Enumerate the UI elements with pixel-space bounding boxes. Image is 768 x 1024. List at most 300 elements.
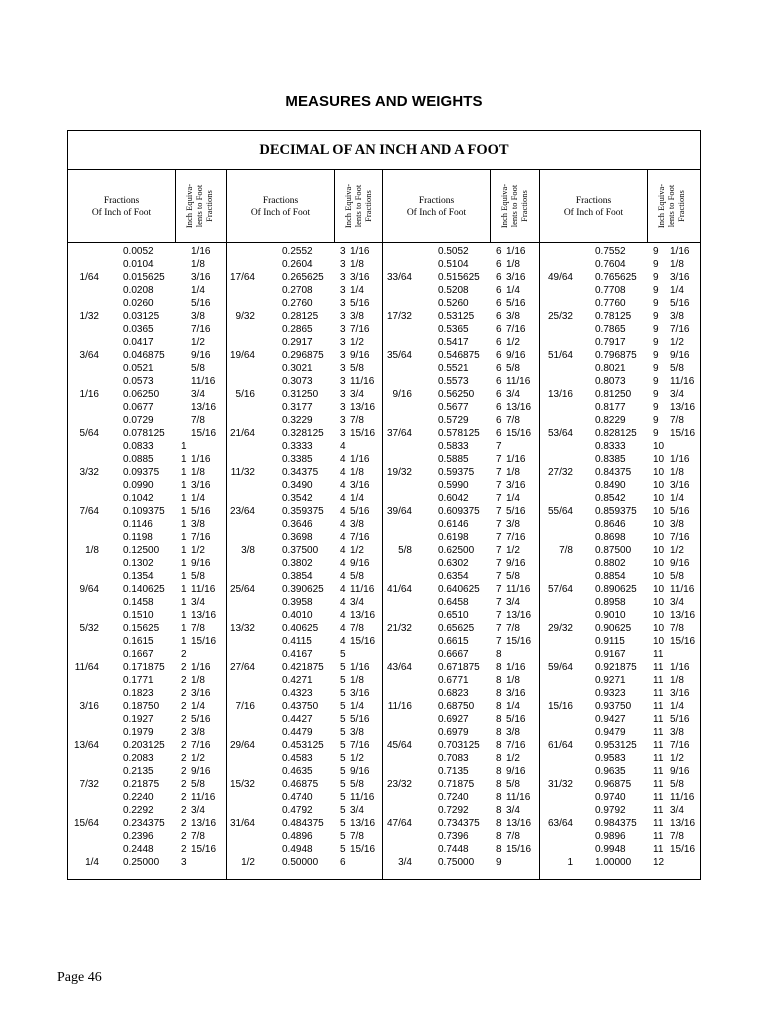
feet-value: 2 (181, 831, 187, 842)
decimal-cell: 0.953125 (595, 740, 637, 751)
feet-value: 6 (496, 311, 502, 322)
table-row (227, 778, 382, 817)
feet-value: 5 (340, 766, 346, 777)
inch-value: 7/16 (191, 532, 211, 543)
inch-value: 9/16 (350, 558, 370, 569)
fraction-cell: 49/64 (547, 272, 573, 283)
equivalent-cell (181, 284, 205, 297)
inch-value: 5/8 (506, 571, 520, 582)
decimal-cell: 0.9427 (595, 714, 626, 725)
feet-value: 2 (181, 701, 187, 712)
equivalent-cell (653, 284, 684, 297)
inch-value: 3/16 (191, 688, 211, 699)
table-line (227, 479, 382, 492)
equivalent-cell (496, 336, 520, 349)
table-line (227, 765, 382, 778)
inch-value: 7/16 (191, 740, 211, 751)
table-row (540, 583, 700, 622)
equivalent-cell (340, 284, 364, 297)
table-row (68, 700, 226, 739)
equivalent-cell (496, 388, 520, 401)
table-line (540, 739, 700, 752)
table-line (68, 297, 226, 310)
inch-value: 1/8 (670, 467, 684, 478)
rows (227, 245, 382, 869)
inch-value: 11/16 (670, 584, 695, 595)
fraction-cell: 45/64 (386, 740, 412, 751)
feet-value: 6 (496, 259, 502, 270)
fraction-cell: 27/64 (229, 662, 255, 673)
inch-value: 1/4 (670, 701, 684, 712)
decimal-cell: 0.1927 (123, 714, 154, 725)
table-line (540, 583, 700, 596)
equivalent-cell (340, 258, 364, 271)
equivalent-cell (496, 557, 525, 570)
fractions-header: Fractions Of Inch of Foot (563, 195, 624, 218)
equivalent-cell (181, 245, 210, 258)
feet-value: 2 (181, 649, 187, 660)
decimal-cell: 0.31250 (282, 389, 319, 400)
feet-value: 11 (653, 701, 664, 712)
equivalent-cell (496, 778, 520, 791)
equivalents-header: Inch Equiva- lents to Foot Fractions (499, 183, 530, 229)
decimal-cell: 0.546875 (438, 350, 480, 361)
inch-value: 1/16 (506, 662, 526, 673)
table-line (227, 700, 382, 713)
table-line (383, 505, 539, 518)
decimal-cell: 0.4896 (282, 831, 313, 842)
inch-value: 1/2 (191, 337, 205, 348)
column-group-4 (540, 170, 700, 879)
table-row (383, 739, 539, 778)
fraction-cell: 63/64 (547, 818, 573, 829)
decimal-cell: 0.3385 (282, 454, 313, 465)
table-line (540, 349, 700, 362)
table-row (540, 271, 700, 310)
equivalent-cell (496, 401, 531, 414)
equivalent-cell (340, 687, 369, 700)
decimal-cell: 0.5990 (438, 480, 469, 491)
table-row (227, 817, 382, 856)
inch-value: 11/16 (506, 792, 531, 803)
decimal-cell: 0.8385 (595, 454, 626, 465)
table-line (383, 661, 539, 674)
table-line (68, 674, 226, 687)
table-line (540, 310, 700, 323)
equivalent-cell (496, 505, 525, 518)
decimal-cell: 0.6458 (438, 597, 469, 608)
table-line (227, 622, 382, 635)
fraction-cell: 23/32 (386, 779, 412, 790)
equivalent-cell (653, 817, 695, 830)
equivalent-cell (340, 609, 375, 622)
table-line (227, 635, 382, 648)
inch-value: 11/16 (350, 584, 375, 595)
equivalent-cell (496, 375, 530, 388)
feet-value: 10 (653, 519, 665, 530)
inch-value: 13/16 (191, 818, 217, 829)
decimal-cell: 0.0052 (123, 246, 154, 257)
table-row (540, 778, 700, 817)
inch-value: 13/16 (506, 610, 532, 621)
table-line (383, 700, 539, 713)
feet-value: 5 (340, 688, 346, 699)
decimal-cell: 0.5521 (438, 363, 469, 374)
inch-value: 1/4 (191, 701, 205, 712)
decimal-cell: 0.046875 (123, 350, 165, 361)
decimal-cell: 0.1979 (123, 727, 154, 738)
inch-value: 7/16 (350, 740, 370, 751)
decimal-cell: 0.4583 (282, 753, 313, 764)
table-line (383, 843, 539, 856)
equivalent-cell (496, 518, 520, 531)
equivalent-cell (340, 765, 369, 778)
fractions-header: Fractions Of Inch of Foot (250, 195, 311, 218)
inch-value: 15/16 (191, 636, 217, 647)
fraction-cell: 47/64 (386, 818, 412, 829)
decimal-cell: 0.68750 (438, 701, 475, 712)
table-line (68, 661, 226, 674)
inch-value: 1/2 (506, 545, 520, 556)
equivalent-cell (340, 453, 369, 466)
equivalent-cell (340, 466, 364, 479)
table-line (227, 570, 382, 583)
equivalent-cell (340, 297, 369, 310)
feet-value: 8 (496, 714, 502, 725)
feet-value: 6 (496, 428, 502, 439)
inch-value: 15/16 (191, 844, 217, 855)
table-line (227, 427, 382, 440)
table-line (540, 687, 700, 700)
inch-value: 1/8 (506, 675, 520, 686)
feet-value: 6 (496, 298, 502, 309)
feet-value: 1 (181, 610, 187, 621)
table-row (383, 349, 539, 388)
inch-value: 1/8 (350, 259, 364, 270)
table-row (227, 505, 382, 544)
decimal-cell: 0.2708 (282, 285, 313, 296)
fraction-cell: 7/16 (235, 701, 255, 712)
inch-value: 1/16 (191, 454, 211, 465)
fraction-cell: 39/64 (386, 506, 412, 517)
table-line (383, 362, 539, 375)
inch-value: 9/16 (670, 350, 690, 361)
feet-value: 1 (181, 480, 187, 491)
feet-value: 4 (340, 480, 346, 491)
table-line (540, 518, 700, 531)
fraction-cell: 7/8 (559, 545, 573, 556)
equivalent-cell (496, 674, 520, 687)
fraction-cell: 11/64 (74, 662, 99, 673)
equivalent-cell (340, 349, 369, 362)
equivalent-cell (340, 752, 364, 765)
feet-value: 2 (181, 766, 187, 777)
table-line (68, 440, 226, 453)
equivalent-cell (181, 648, 191, 661)
inch-value: 7/16 (350, 532, 370, 543)
decimal-cell: 0.3802 (282, 558, 313, 569)
inch-value: 15/16 (350, 844, 376, 855)
table-title: DECIMAL OF AN INCH AND A FOOT (68, 131, 700, 170)
table-line (383, 427, 539, 440)
inch-value: 1/4 (670, 285, 684, 296)
equivalent-cell (340, 388, 364, 401)
inch-value: 5/8 (191, 363, 205, 374)
inch-value: 3/8 (670, 519, 684, 530)
feet-value: 4 (340, 441, 346, 452)
equivalent-cell (181, 453, 210, 466)
table-line (68, 700, 226, 713)
decimal-cell: 0.1615 (123, 636, 154, 647)
table-line (68, 388, 226, 401)
inch-value: 3/16 (506, 480, 526, 491)
inch-value: 11/16 (350, 792, 375, 803)
feet-value: 1 (181, 571, 187, 582)
table-line (383, 297, 539, 310)
decimal-cell: 0.6615 (438, 636, 469, 647)
table-line (68, 466, 226, 479)
feet-value: 10 (653, 467, 665, 478)
equivalent-cell (653, 362, 684, 375)
equivalent-cell (181, 804, 205, 817)
equivalent-cell (181, 622, 205, 635)
table-line (227, 414, 382, 427)
equivalent-cell (340, 713, 369, 726)
equivalent-cell (653, 297, 689, 310)
table-line (540, 843, 700, 856)
table-line (227, 297, 382, 310)
table-line (383, 375, 539, 388)
inch-value: 9/16 (191, 558, 211, 569)
table-line (68, 622, 226, 635)
table-line (383, 479, 539, 492)
feet-value: 10 (653, 584, 665, 595)
decimal-cell: 0.8802 (595, 558, 626, 569)
decimal-cell: 0.8698 (595, 532, 626, 543)
equivalent-cell (496, 583, 530, 596)
feet-value: 7 (496, 636, 502, 647)
fraction-cell: 37/64 (386, 428, 412, 439)
fraction-cell: 9/16 (392, 389, 412, 400)
table-row (383, 505, 539, 544)
inch-value: 5/16 (506, 714, 526, 725)
equivalent-cell (496, 479, 525, 492)
inch-value: 1/4 (506, 285, 520, 296)
inch-value: 1/2 (350, 753, 364, 764)
equivalent-cell (653, 596, 684, 609)
equivalent-cell (496, 362, 520, 375)
equivalent-cell (653, 310, 684, 323)
feet-value: 5 (340, 675, 346, 686)
fraction-cell: 19/64 (229, 350, 255, 361)
feet-value: 6 (496, 324, 502, 335)
feet-value: 6 (496, 285, 502, 296)
inch-value: 3/8 (506, 311, 520, 322)
table-row (383, 661, 539, 700)
equivalent-cell (496, 440, 506, 453)
feet-value: 5 (340, 662, 346, 673)
equivalent-cell (340, 856, 350, 869)
feet-value: 10 (653, 441, 665, 452)
table-line (68, 531, 226, 544)
decimal-cell: 0.8073 (595, 376, 626, 387)
inch-value: 13/16 (506, 402, 532, 413)
inch-value: 1/16 (191, 662, 211, 673)
decimal-cell: 0.2292 (123, 805, 154, 816)
decimal-cell: 0.4010 (282, 610, 313, 621)
table-line (540, 661, 700, 674)
inch-value: 1/2 (506, 753, 520, 764)
feet-value: 8 (496, 805, 502, 816)
decimal-cell: 0.18750 (123, 701, 160, 712)
table-line (68, 349, 226, 362)
decimal-cell: 0.9896 (595, 831, 626, 842)
inch-value: 1/2 (191, 753, 205, 764)
table-line (68, 739, 226, 752)
decimal-cell: 0.12500 (123, 545, 160, 556)
table-line (227, 518, 382, 531)
inch-value: 7/16 (191, 324, 211, 335)
decimal-cell: 0.6146 (438, 519, 469, 530)
decimal-cell: 0.0365 (123, 324, 154, 335)
feet-value: 9 (653, 311, 659, 322)
feet-value: 5 (340, 701, 346, 712)
table-line (68, 245, 226, 258)
feet-value: 2 (181, 662, 187, 673)
inch-value: 15/16 (670, 428, 696, 439)
decimal-cell: 0.6302 (438, 558, 469, 569)
table-line (68, 362, 226, 375)
feet-value: 3 (340, 428, 346, 439)
fraction-cell: 3/8 (241, 545, 255, 556)
inch-value: 7/16 (506, 324, 526, 335)
table-line (383, 674, 539, 687)
inch-value: 1/16 (670, 246, 690, 257)
decimal-cell: 0.7083 (438, 753, 469, 764)
table-line (68, 492, 226, 505)
feet-value: 8 (496, 766, 502, 777)
inch-value: 1/16 (506, 246, 526, 257)
feet-value: 5 (340, 792, 346, 803)
equivalent-cell (653, 583, 694, 596)
table-row (68, 388, 226, 427)
inch-value: 3/16 (350, 480, 370, 491)
inch-value: 3/4 (506, 805, 520, 816)
feet-value: 8 (496, 662, 502, 673)
decimal-cell: 0.1302 (123, 558, 154, 569)
feet-value: 1 (181, 558, 187, 569)
feet-value: 3 (340, 415, 346, 426)
equivalent-cell (496, 531, 525, 544)
column-group-2 (227, 170, 383, 879)
decimal-cell: 0.0677 (123, 402, 154, 413)
decimal-cell: 0.5729 (438, 415, 469, 426)
table-row (227, 388, 382, 427)
feet-value: 11 (653, 714, 664, 725)
equivalent-cell (181, 518, 205, 531)
table-line (540, 245, 700, 258)
equivalent-cell (181, 700, 205, 713)
inch-value: 13/16 (670, 818, 696, 829)
table-line (383, 726, 539, 739)
table-line (540, 492, 700, 505)
table-line (383, 414, 539, 427)
table-line (227, 310, 382, 323)
decimal-cell: 0.8854 (595, 571, 626, 582)
feet-value: 4 (340, 571, 346, 582)
table-row (383, 388, 539, 427)
inch-value: 7/16 (670, 324, 690, 335)
equivalent-cell (496, 791, 530, 804)
table-row (383, 700, 539, 739)
feet-value: 9 (653, 259, 659, 270)
feet-value: 7 (496, 480, 502, 491)
table-line (383, 258, 539, 271)
decimal-cell: 0.171875 (123, 662, 165, 673)
table-line (383, 453, 539, 466)
inch-value: 3/16 (191, 272, 211, 283)
table-line (383, 440, 539, 453)
inch-value: 3/4 (506, 597, 520, 608)
table-line (383, 336, 539, 349)
decimal-cell: 0.7135 (438, 766, 469, 777)
table-line (540, 752, 700, 765)
feet-value: 1 (181, 597, 187, 608)
inch-value: 7/8 (670, 415, 684, 426)
inch-value: 11/16 (191, 584, 216, 595)
equivalent-cell (653, 323, 689, 336)
feet-value: 4 (340, 610, 346, 621)
equivalent-cell (340, 518, 364, 531)
table-line (227, 375, 382, 388)
decimal-cell: 0.06250 (123, 389, 160, 400)
table-row (540, 544, 700, 583)
feet-value: 5 (340, 740, 346, 751)
equivalent-cell (653, 557, 689, 570)
inch-value: 1/4 (350, 493, 364, 504)
equivalent-cell (340, 674, 364, 687)
table-line (383, 492, 539, 505)
fraction-cell: 41/64 (386, 584, 412, 595)
fraction-cell: 3/16 (79, 701, 99, 712)
inch-value: 5/8 (670, 779, 684, 790)
inch-value: 3/4 (350, 805, 364, 816)
feet-value: 1 (181, 454, 187, 465)
fraction-cell: 9/64 (79, 584, 99, 595)
decimal-cell: 0.9740 (595, 792, 626, 803)
decimal-cell: 0.71875 (438, 779, 475, 790)
table-line (540, 284, 700, 297)
decimal-cell: 0.4323 (282, 688, 313, 699)
feet-value: 4 (340, 623, 346, 634)
inch-value: 1/16 (350, 454, 370, 465)
feet-value: 4 (340, 493, 346, 504)
inch-value: 9/16 (350, 350, 370, 361)
decimal-cell: 0.34375 (282, 467, 319, 478)
fraction-cell: 1/16 (79, 389, 99, 400)
table-line (540, 362, 700, 375)
feet-value: 10 (653, 636, 665, 647)
decimal-cell: 0.4427 (282, 714, 313, 725)
rows (540, 245, 700, 869)
table-line (68, 258, 226, 271)
feet-value: 3 (340, 259, 346, 270)
equivalent-cell (496, 323, 525, 336)
equivalent-cell (340, 739, 369, 752)
inch-value: 7/8 (670, 623, 684, 634)
inch-value: 1/16 (350, 662, 370, 673)
decimal-cell: 0.765625 (595, 272, 637, 283)
